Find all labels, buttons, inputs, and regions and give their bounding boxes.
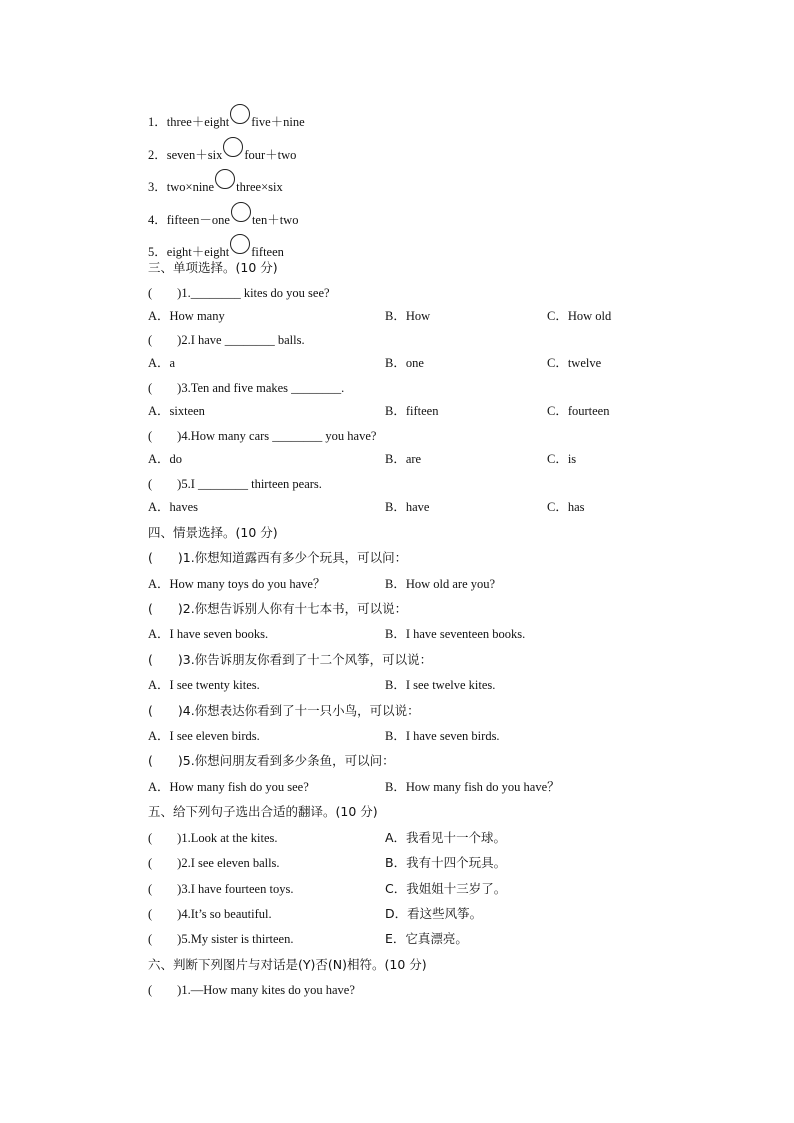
answer-circle[interactable] [223, 137, 243, 157]
section-5-title: 五、给下列句子选出合适的翻译。(10 分) [148, 804, 378, 819]
option-a[interactable]: A．How many toys do you have？ [148, 577, 326, 591]
section-6-title: 六、判断下列图片与对话是(Y)否(N)相符。(10 分) [148, 957, 427, 972]
compare-item [148, 169, 283, 195]
option-a[interactable]: A．haves [148, 500, 198, 514]
sentence: ( )5.My sister is thirteen. [148, 932, 294, 946]
option-c[interactable]: C．is [547, 452, 577, 466]
translation-row [0, 881, 794, 897]
compare-item [148, 137, 296, 163]
option-a[interactable]: A．I see eleven birds. [148, 729, 260, 743]
translation-row [0, 855, 794, 871]
left-expression: two×nine [166, 180, 215, 194]
option-b[interactable]: B．fifteen [385, 404, 439, 418]
item-number: 5． [148, 245, 167, 259]
item-number: 1． [148, 115, 167, 129]
option-c[interactable]: C．twelve [547, 356, 602, 370]
option-b[interactable]: B．How many fish do you have？ [385, 780, 560, 794]
option-b[interactable]: B．I have seventeen books. [385, 627, 526, 641]
option-b[interactable]: B．How old are you? [385, 577, 496, 591]
item-number: 2． [148, 148, 167, 162]
options-row [0, 779, 794, 795]
question: ( )1.________ kites do you see? [148, 286, 330, 300]
sentence: ( )2.I see eleven balls. [148, 856, 280, 870]
option-b[interactable]: B．I have seven birds. [385, 729, 500, 743]
option-a[interactable]: A．I have seven books. [148, 627, 269, 641]
question: ( )5.你想问朋友看到多少条鱼，可以问： [148, 753, 395, 768]
option-c[interactable]: C．How old [547, 309, 612, 323]
sentence: ( )4.It’s so beautiful. [148, 907, 272, 921]
question: ( )3.Ten and five makes ________. [148, 381, 345, 395]
section-3-title: 三、单项选择。(10 分) [148, 260, 278, 275]
option-a[interactable]: A．a [148, 356, 176, 370]
translation-option[interactable]: C．我姐姐十三岁了。 [385, 881, 507, 896]
translation-option[interactable]: E．它真漂亮。 [385, 931, 468, 946]
right-expression: four＋two [244, 148, 297, 162]
question: ( )2.你想告诉别人你有十七本书，可以说： [148, 601, 408, 616]
options-row [0, 677, 794, 693]
options-row [0, 403, 794, 419]
item-number: 3． [148, 180, 167, 194]
options-row [0, 451, 794, 467]
option-a[interactable]: A．How many [148, 309, 225, 323]
translation-option[interactable]: A．我看见十一个球。 [385, 830, 507, 845]
left-expression: eight＋eight [166, 245, 230, 259]
compare-item [148, 234, 284, 260]
translation-row [0, 906, 794, 922]
options-row [0, 355, 794, 371]
answer-circle[interactable] [231, 202, 251, 222]
question: ( )1.—How many kites do you have? [148, 983, 355, 997]
option-b[interactable]: B．one [385, 356, 424, 370]
question: ( )5.I ________ thirteen pears. [148, 477, 322, 491]
left-expression: fifteen－one [166, 213, 230, 227]
right-expression: fifteen [251, 245, 284, 259]
question: ( )4.你想表达你看到了十一只小鸟，可以说： [148, 703, 420, 718]
answer-circle[interactable] [215, 169, 235, 189]
sentence: ( )1.Look at the kites. [148, 831, 278, 845]
translation-option[interactable]: B．我有十四个玩具。 [385, 855, 507, 870]
options-row [0, 499, 794, 515]
right-expression: ten＋two [251, 213, 299, 227]
right-expression: three×six [236, 180, 283, 194]
answer-circle[interactable] [230, 104, 250, 124]
question: ( )3.你告诉朋友你看到了十二个风筝，可以说： [148, 652, 433, 667]
question: ( )1.你想知道露西有多少个玩具，可以问： [148, 550, 408, 565]
option-c[interactable]: C．has [547, 500, 585, 514]
option-b[interactable]: B．have [385, 500, 430, 514]
translation-row [0, 931, 794, 947]
option-a[interactable]: A．How many fish do you see? [148, 780, 309, 794]
translation-option[interactable]: D．看这些风筝。 [385, 906, 483, 921]
option-a[interactable]: A．sixteen [148, 404, 205, 418]
question: ( )2.I have ________ balls. [148, 333, 305, 347]
option-b[interactable]: B．I see twelve kites. [385, 678, 496, 692]
item-number: 4． [148, 213, 167, 227]
right-expression: five＋nine [251, 115, 305, 129]
options-row [0, 626, 794, 642]
options-row [0, 728, 794, 744]
section-4-title: 四、情景选择。(10 分) [148, 525, 278, 540]
options-row [0, 576, 794, 592]
left-expression: seven＋six [166, 148, 223, 162]
answer-circle[interactable] [230, 234, 250, 254]
translation-row [0, 830, 794, 846]
option-b[interactable]: B．How [385, 309, 431, 323]
option-a[interactable]: A．I see twenty kites. [148, 678, 260, 692]
left-expression: three＋eight [166, 115, 230, 129]
sentence: ( )3.I have fourteen toys. [148, 882, 294, 896]
options-row [0, 308, 794, 324]
option-c[interactable]: C．fourteen [547, 404, 610, 418]
option-b[interactable]: B．are [385, 452, 422, 466]
compare-item [148, 202, 298, 228]
compare-item [148, 104, 305, 130]
option-a[interactable]: A．do [148, 452, 183, 466]
question: ( )4.How many cars ________ you have? [148, 429, 377, 443]
